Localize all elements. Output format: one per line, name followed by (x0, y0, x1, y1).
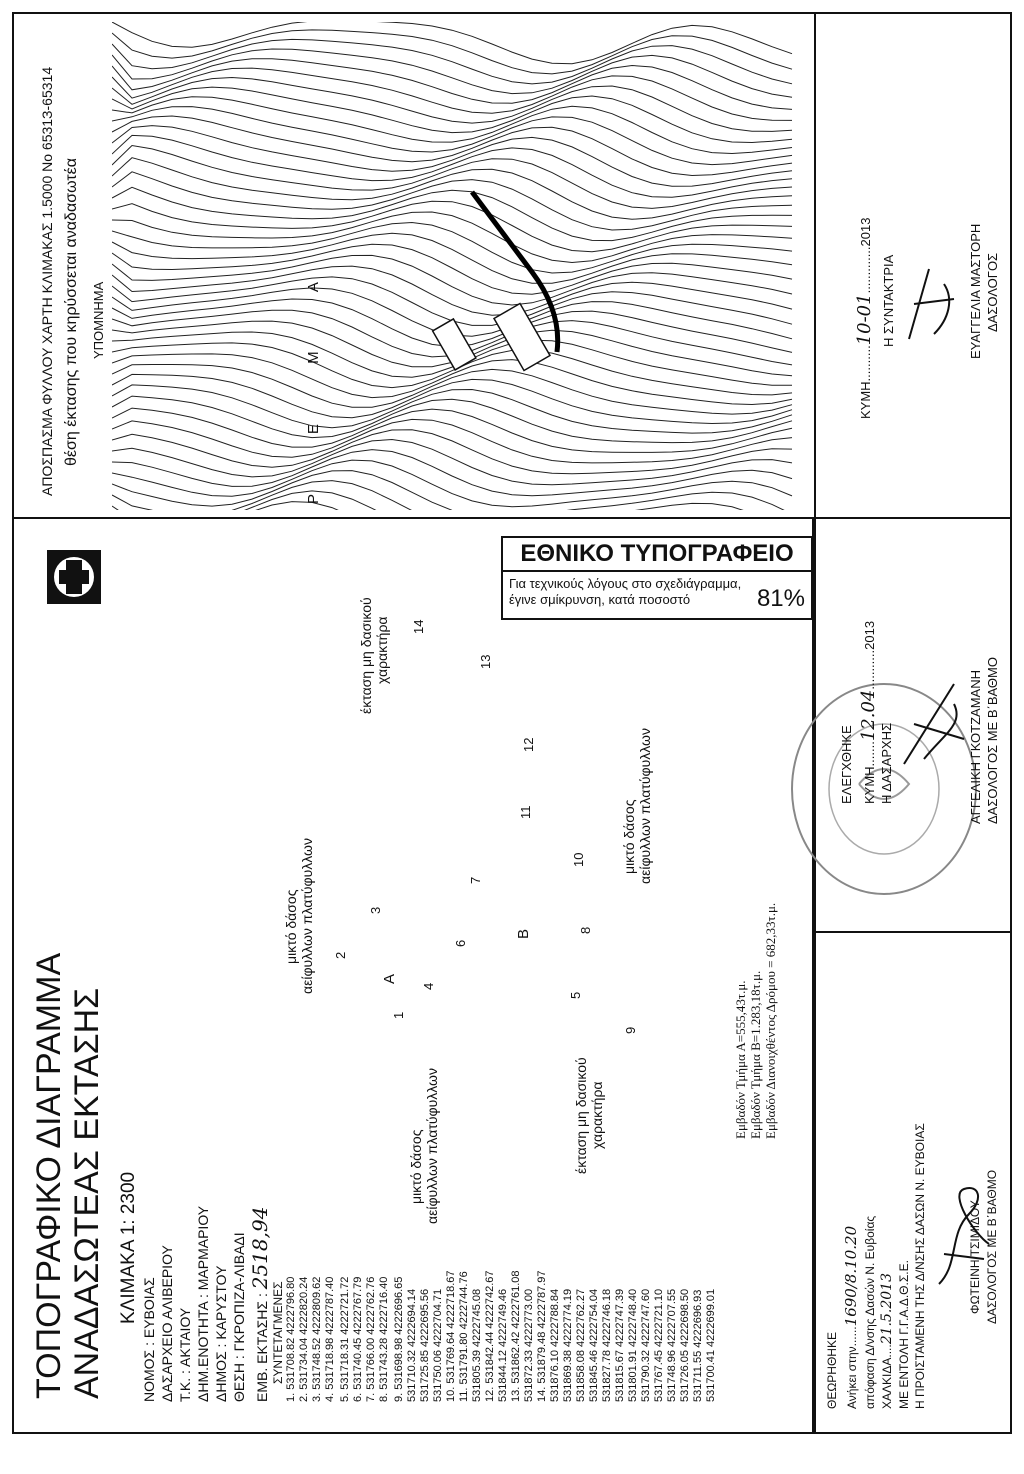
right-kymi-value: 10-01 (854, 293, 875, 346)
footer-right-role: Η ΣΥΝΤΑΚΤΡΙΑ (881, 254, 896, 347)
footer-mid-elegxthike: ΕΛΕΓΧΘΗΚΕ (839, 725, 854, 804)
footer-right-kymi: ΚΥΜΗ..........10-01.............2013 (854, 217, 875, 419)
anikei-label: Ανήκει στην (845, 1346, 859, 1409)
info-dasarxeio: ΔΑΣΑΡΧΕΙΟ ΑΛΙΒΕΡΙΟΥ (159, 1245, 175, 1402)
map-legend-label: ΥΠΟΜΝΗΜΑ (91, 281, 106, 359)
vertex-7: 7 (468, 876, 483, 884)
mid-kymi-value: 12.04 (858, 689, 879, 742)
footer-left-anikei: Ανήκει στην......1690/8.10.20 (842, 1225, 860, 1409)
forest-label-1a: μικτό δάσος (283, 889, 299, 964)
info-emv-label: ΕΜΒ. ΕΚΤΑΣΗΣ : (254, 1289, 270, 1402)
coordinate-entry: 3. 531748.52 4222809.62 (311, 1276, 323, 1402)
footer-left-theorithike: ΘΕΩΡΗΘΗΚΕ (825, 1332, 839, 1409)
page-title: ΤΟΠΟΓΡΑΦΙΚΟ ΔΙΑΓΡΑΜΜΑ (30, 952, 68, 1399)
parcel-a-label: Α (381, 973, 398, 984)
coordinate-entry: 531748.96 4222707.55 (666, 1288, 678, 1402)
coordinate-entry: 531844.12 4222749.46 (497, 1288, 509, 1402)
footer-left-apofasi: απόφαση Δ/νσης Δασών Ν. Ευβοίας (863, 1215, 877, 1409)
coordinate-entry: 531726.05 4222698.50 (679, 1288, 691, 1402)
notice-line2-wrap (503, 585, 811, 612)
scale-label: ΚΛΙΜΑΚΑ 1: 2300 (118, 1171, 139, 1324)
area-road: Εμβαδόν Διανοιχθέντος Δρόμου = 682,33τ.μ. (763, 902, 778, 1139)
coordinate-entry: 8. 531743.28 4222716.40 (378, 1276, 390, 1402)
coordinate-entry: 13. 531862.42 4222761.08 (510, 1270, 522, 1402)
vertex-3: 3 (368, 906, 383, 914)
nonforest-label-1b: χαρακτήρα (374, 616, 390, 684)
topographic-map-extract (112, 22, 802, 510)
mid-year: 2013 (862, 620, 877, 650)
vertex-14: 14 (411, 619, 426, 634)
notice-title: ΕΘΝΙΚΟ ΤΥΠΟΓΡΑΦΕΙΟ (503, 538, 811, 572)
coordinate-entry: 531725.85 4222695.56 (419, 1288, 431, 1402)
coordinate-entry: 531805.39 4222745.08 (471, 1288, 483, 1402)
vertex-4: 4 (421, 982, 436, 990)
coordinate-entry: 531845.46 4222754.04 (588, 1288, 600, 1402)
notice-line1: Για τεχνικούς λόγους στο σχεδιάγραμμα, (509, 576, 742, 591)
coords-header: ΣΥΝΤΕΤΑΓΜΕΝΕΣ (271, 1281, 285, 1384)
map-subtitle: θέση έκτασης που κηρύσσεται αναδασωτέα (63, 157, 80, 466)
forest-label-1b: αείφυλλων πλατύφυλλων (299, 838, 315, 994)
coordinate-entry: 9. 531698.98 4222696.65 (393, 1276, 405, 1402)
coordinate-entry: 531827.78 4222746.18 (601, 1288, 613, 1402)
coordinate-entry: 1. 531708.82 4222796.80 (285, 1276, 297, 1402)
coordinate-entry: 531767.45 4222721.10 (653, 1288, 665, 1402)
forest-label-3a: μικτό δάσος (621, 799, 637, 874)
right-kymi-label: ΚΥΜΗ (858, 381, 873, 419)
anikei-value: 1690/8.10.20 (842, 1225, 860, 1327)
coordinate-entry: 5. 531718.31 4222721.72 (339, 1276, 351, 1402)
forest-label-3b: αείφυλλων πλατύφυλλων (637, 728, 653, 884)
mid-kymi-label: ΚΥΜΗ (862, 766, 877, 804)
info-emv-value: 2518,94 (248, 1206, 272, 1290)
notice-percent: 81% (756, 585, 805, 612)
vertex-6: 6 (453, 939, 468, 947)
map-stream-letters: Ρ Ε Μ Α (305, 254, 322, 504)
coordinate-entry: 11. 531791.80 4222744.76 (458, 1271, 470, 1402)
footer-mid-role: Η ΔΑΣΑΡΧΗΣ (879, 722, 894, 804)
coordinate-entry: 531872.33 4222773.00 (523, 1288, 535, 1402)
vertex-13: 13 (478, 654, 493, 669)
footer-left-entoli: ΜΕ ΕΝΤΟΛΗ Γ.Γ.Α.Δ.Θ.Σ.Ε. (897, 1260, 911, 1409)
footer-right-rank: ΔΑΣΟΛΟΓΟΣ (985, 252, 1000, 332)
vertex-11: 11 (518, 805, 533, 819)
coordinate-entry: 531710.32 4222694.14 (406, 1288, 418, 1402)
coordinate-entry: 531876.10 4222788.84 (549, 1288, 561, 1402)
footer-left-name: ΦΩΤΕΙΝΗ ΤΣΙΜΙΔΟΥ (968, 1200, 982, 1314)
document-page (12, 12, 1012, 1434)
map-title: ΑΠΟΣΠΑΣΜΑ ΦΥΛΛΟΥ ΧΑΡΤΗ ΚΛΙΜΑΚΑΣ 1.5000 Νο 6531З-65314 (39, 66, 55, 496)
xalkida-label: ΧΑΛΚΙΔΑ (880, 1357, 894, 1409)
coordinate-entry: 531711.55 4222696.93 (692, 1289, 704, 1402)
footer-left-rank: ΔΑΣΟΛΟΓΟΣ ΜΕ Β΄ΒΑΘΜΟ (985, 1169, 999, 1324)
coordinate-entry: 531869.38 4222774.19 (562, 1288, 574, 1402)
page-subtitle: ΑΝΑΔΑΣΩΤΕΑΣ ΕΚΤΑΣΗΣ (68, 987, 106, 1399)
footer-mid-name: ΑΓΓΕΛΙΚΗ ΓΚΟΤΖΑΜΑΝΗ (968, 669, 983, 824)
vertex-12: 12 (521, 737, 536, 752)
ministry-logo (39, 542, 109, 612)
info-nomos: ΝΟΜΟΣ : ΕΥΒΟΙΑΣ (141, 1277, 157, 1402)
coordinate-entry: 2. 531734.04 4222820.24 (298, 1276, 310, 1402)
forest-label-2b: αείφυλλων πλατύφυλλων (424, 1068, 440, 1224)
right-year: 2013 (858, 217, 873, 247)
vertex-10: 10 (571, 852, 586, 867)
forest-label-2a: μικτό δάσος (408, 1129, 424, 1204)
divider-left-footer (812, 519, 814, 1432)
coordinate-entry: 12. 531842.44 4222742.67 (484, 1270, 496, 1402)
coordinate-entry: 14. 531879.48 4222787.97 (536, 1270, 548, 1402)
vertex-2: 2 (333, 951, 348, 959)
coordinate-entry: 531700.41 4222699.01 (705, 1288, 717, 1402)
vertex-5: 5 (568, 991, 583, 999)
coordinate-entry: 531750.06 4222704.71 (432, 1288, 444, 1402)
coordinate-entry: 7. 531766.00 4222762.76 (365, 1276, 377, 1402)
nonforest-label-2a: έκταση μη δασικού (573, 1057, 589, 1174)
nonforest-label-2b: χαρακτήρα (589, 1081, 605, 1149)
xalkida-value: 21.5.2013 (879, 1273, 895, 1345)
signature-mastori (894, 259, 964, 349)
notice-line2: έγινε σμίκρυνση, κατά ποσοστό (509, 592, 691, 607)
footer-right-name: ΕΥΑΓΓΕΛΙΑ ΜΑΣΤΟΡΗ (968, 223, 983, 359)
vertex-8: 8 (578, 926, 593, 934)
info-thesi: ΘΕΣΗ : ΓΚΡΟΠΙΖΑ-ΛΙΒΑΔΙ (231, 1232, 247, 1402)
coordinate-entry: 531790.32 4222747.60 (640, 1288, 652, 1402)
divider-horizontal (14, 517, 1010, 519)
vertex-9: 9 (623, 1026, 638, 1034)
footer-mid-kymi: ΚΥΜΗ.......12.04...........2013 (858, 620, 879, 804)
coordinate-entry: 531858.08 4222762.27 (575, 1288, 587, 1402)
nonforest-label-1a: έκταση μη δασικού (358, 597, 374, 714)
info-emv (250, 1207, 270, 1402)
coordinate-entry: 6. 531740.45 4222767.79 (352, 1276, 364, 1402)
parcel-b-label: Β (515, 928, 532, 939)
footer-left-proistameni: Η ΠΡΟΙΣΤΑΜΕΝΗ ΤΗΣ Δ/ΝΣΗΣ ΔΑΣΩΝ Ν. ΕΥΒΟΙΑΣ (913, 1123, 927, 1409)
coordinate-entry: 531801.91 4222748.40 (627, 1288, 639, 1402)
coordinate-entry: 531815.67 4222747.39 (614, 1288, 626, 1402)
info-dhm-enotita: ΔΗΜ.ΕΝΟΤΗΤΑ : ΜΑΡΜΑΡΙΟΥ (195, 1205, 211, 1402)
coordinate-entry: 4. 531718.98 4222787.40 (324, 1276, 336, 1402)
vertex-1: 1 (391, 1011, 406, 1019)
footer-mid-rank: ΔΑΣΟΛΟΓΟΣ ΜΕ Β΄ΒΑΘΜΟ (985, 657, 1000, 824)
area-a: Εμβαδόν Τμήμα Α=555,43τ.μ. (733, 980, 748, 1139)
area-b: Εμβαδόν Τμήμα Β=1.283,18τ.μ. (748, 970, 763, 1139)
info-dhmos: ΔΗΜΟΣ : ΚΑΡΥΣΤΟΥ (213, 1265, 229, 1402)
signature-gkotzamani (894, 664, 974, 774)
info-tk: Τ.Κ. : ΑΚΤΑΙΟΥ (177, 1307, 193, 1402)
printing-office-notice (501, 536, 813, 620)
footer-left-xalkida: ΧΑΛΚΙΔΑ....21.5.2013 (879, 1273, 895, 1409)
coordinate-entry: 10. 531769.64 4222718.67 (445, 1270, 457, 1402)
divider-footer-split (814, 931, 1010, 933)
